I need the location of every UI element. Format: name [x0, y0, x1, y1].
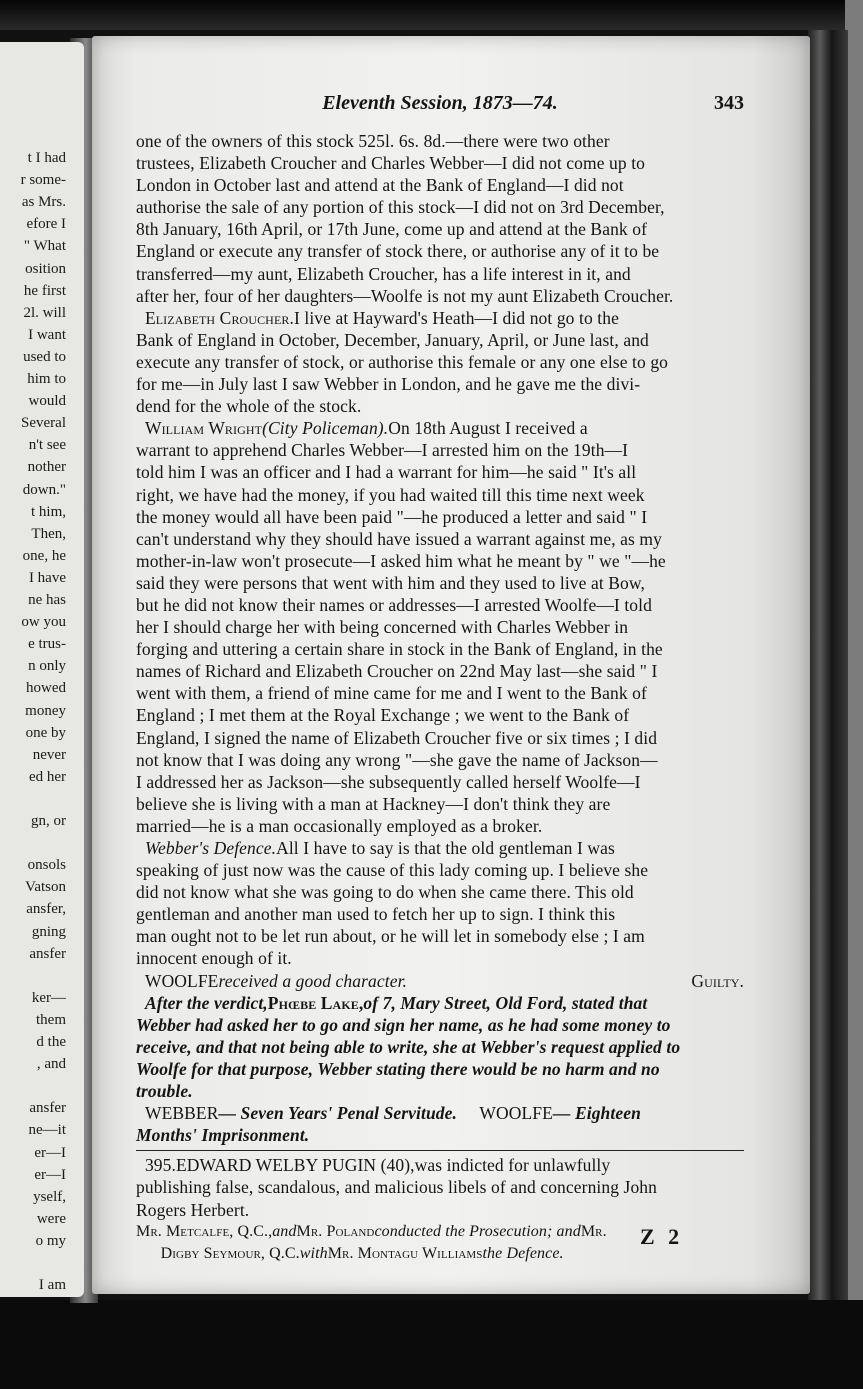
page-header	[136, 92, 744, 116]
text-line: speaking of just now was the cause of this lady coming up. I believe she	[136, 860, 649, 881]
left-page-line: never	[32, 746, 66, 763]
verdict-text: received a good character.	[218, 970, 408, 991]
left-page-line: 2l. will	[23, 304, 66, 321]
left-page-line: er—I	[34, 1144, 66, 1161]
left-page-line: onsols	[27, 857, 66, 874]
text-line: went with them, a friend of mine came for me and I went to the Bank of	[136, 683, 647, 704]
text-line: Webber had asked her to go and sign her name, as he had some money to	[136, 1014, 671, 1035]
counsel-name: Digby Seymour, Q.C.	[160, 1244, 300, 1262]
left-page-line: , and	[36, 1056, 66, 1073]
text-line	[136, 837, 744, 859]
text-line: London in October last and attend at the Bank of England—I did not	[136, 175, 624, 196]
text-line: not know that I was doing any wrong "—she gave the name of Jackson—	[136, 749, 658, 770]
left-page-line: him to	[27, 371, 66, 387]
verdict-result: Guilty.	[691, 970, 744, 991]
left-page-line: ne has	[28, 592, 66, 608]
text-segment: conducted the Prosecution; and	[374, 1222, 581, 1240]
text-line: can't understand why they should have issued a warrant against me, as my	[136, 528, 662, 549]
text-line: receive, and that not being able to write, she at Webber's request applied to	[136, 1036, 681, 1057]
left-page-line: as Mrs.	[21, 194, 66, 211]
left-page-line: efore I	[26, 216, 66, 233]
text-line: publishing false, scandalous, and malicious libels of and concerning John	[136, 1177, 658, 1198]
text-line: one of the owners of this stock 525l. 6s. 8d.—there were two other	[136, 131, 610, 151]
opening-paragraph	[136, 130, 744, 307]
text-line: her I should charge her with being concerned with Charles Webber in	[136, 617, 629, 638]
left-page-line: one by	[25, 724, 66, 741]
text-line: married—he is a man occasionally employed as a broker.	[136, 815, 543, 836]
book-fore-edge	[808, 30, 848, 1305]
counsel-name: Mr.	[580, 1222, 607, 1240]
defence-heading: Webber's Defence.	[144, 838, 277, 858]
left-page-fragment	[0, 42, 84, 1297]
text-line: Bank of England in October, December, January, April, or June last, and	[136, 329, 649, 350]
text-line: execute any transfer of stock, or authorise this female or any one else to go	[136, 351, 669, 372]
counsel-name: Mr. Montagu Williams	[327, 1244, 483, 1262]
text-line: Woolfe for that purpose, Webber stating there would be no harm and no	[136, 1058, 660, 1079]
text-segment: of 7, Mary Street, Old Ford, stated that	[363, 992, 648, 1013]
text-line: but he did not know their names or addresses—I arrested Woolfe—I told	[136, 594, 652, 615]
defendant-name: EDWARD WELBY PUGIN (40),	[175, 1155, 415, 1176]
webber-defence	[136, 837, 744, 970]
text-segment: and	[272, 1222, 297, 1240]
after-verdict-note	[136, 992, 744, 1102]
text-line: Rogers Herbert.	[136, 1199, 250, 1220]
text-line: England ; I met them at the Royal Exchange ; we went to the Bank of	[136, 705, 630, 726]
left-page-line: " What	[23, 238, 66, 255]
text-segment: was indicted for unlawfully	[414, 1155, 611, 1176]
text-line: names of Richard and Elizabeth Croucher on 22nd May last—she said " I	[136, 661, 658, 682]
speaker-role: (City Policeman).	[262, 418, 389, 439]
text-segment: After the verdict,	[144, 992, 268, 1013]
wright-testimony	[136, 417, 744, 837]
speaker-name: William Wright	[144, 418, 263, 439]
page-number: 343	[714, 92, 744, 114]
left-page-line: er—I	[34, 1166, 66, 1183]
text-line: England or execute any transfer of stock there, or authorise any of it to be	[136, 241, 660, 262]
left-page-line: down."	[22, 481, 66, 498]
left-page-line: ker—	[31, 989, 66, 1006]
text-line: England, I signed the name of Elizabeth Croucher five or six times ; I did	[136, 727, 658, 748]
left-page-line: r some-	[20, 172, 66, 189]
left-page-line: Vatson	[25, 879, 66, 896]
left-page-line: nother	[27, 459, 66, 476]
text-segment: All I have to say is that the old gentleman I was	[276, 838, 615, 858]
left-page-line: ansfer	[29, 1100, 66, 1117]
left-page-line: I have	[28, 569, 66, 586]
croucher-testimony	[136, 307, 744, 417]
left-page-line: ne—it	[28, 1122, 66, 1139]
text-line: trustees, Elizabeth Croucher and Charles Webber—I did not come up to	[136, 153, 646, 174]
sentence-line	[136, 1102, 744, 1124]
defendant-name: WOOLFE	[144, 970, 219, 991]
text-line: warrant to apprehend Charles Webber—I arrested him on the 19th—I	[136, 440, 629, 461]
text-line: did not know what she was going to do when she came there. This old	[136, 882, 634, 903]
text-segment: On 18th August I received a	[388, 418, 588, 439]
left-page-line: ansfer	[29, 945, 66, 962]
left-page-line: ed her	[28, 768, 66, 785]
left-page-line: d the	[36, 1034, 66, 1050]
text-line	[136, 307, 744, 329]
sentence-text: — Eighteen	[552, 1103, 641, 1124]
text-line: told him I was an officer and I had a warrant for him—he said " It's all	[136, 462, 637, 483]
left-page-line: he first	[23, 282, 66, 299]
text-segment: I live at Hayward's Heath—I did not go to the	[293, 307, 619, 328]
text-line: forging and uttering a certain share in stock in the Bank of England, in the	[136, 639, 663, 660]
text-line: after her, four of her daughters—Woolfe is not my aunt Elizabeth Croucher.	[136, 285, 674, 306]
left-page-line: n only	[28, 658, 66, 675]
text-segment: the Defence.	[482, 1244, 564, 1262]
left-page-line: would	[28, 393, 66, 410]
signature-mark: Z 2	[640, 1224, 684, 1249]
left-page-line: one, he	[22, 547, 66, 564]
text-line: mother-in-law won't prosecute—I asked him what he meant by " we "—he	[136, 550, 666, 571]
left-page-line: were	[36, 1210, 66, 1227]
left-page-line: Then,	[31, 525, 66, 542]
scan-top-shadow	[0, 0, 863, 30]
text-line: man ought not to be let run about, or he will let in somebody else ; I am	[136, 926, 645, 947]
left-page-line: osition	[25, 260, 66, 277]
text-line: the money would all have been paid "—he produced a letter and said " I	[136, 506, 648, 527]
counsel-name: Mr. Poland	[296, 1222, 375, 1240]
text-line: innocent enough of it.	[136, 948, 292, 969]
left-page-line: I am	[38, 1277, 66, 1294]
left-page-line: used to	[23, 348, 66, 365]
witness-name: Phœbe Lake,	[267, 992, 364, 1013]
text-line: for me—in July last I saw Webber in London, and he gave me the divi-	[136, 374, 641, 395]
page-body	[136, 130, 744, 1265]
defendant-name: WEBBER	[144, 1103, 219, 1124]
left-page-line: ansfer,	[26, 901, 66, 918]
left-page-line: them	[36, 1011, 66, 1028]
text-line: I addressed her as Jackson—she subsequently called herself Woolfe—I	[136, 771, 641, 792]
left-page-line: t I had	[27, 150, 66, 166]
text-line: transferred—my aunt, Elizabeth Croucher, has a life interest in it, and	[136, 263, 631, 284]
text-line	[136, 1154, 744, 1176]
left-page-line: howed	[26, 680, 66, 697]
scan-bottom-shadow	[0, 1300, 863, 1389]
text-segment: with	[299, 1244, 328, 1262]
case-395	[136, 1154, 744, 1220]
defendant-name: WOOLFE	[479, 1103, 553, 1124]
text-line: believe she is living with a man at Hackney—I don't think they are	[136, 793, 611, 814]
left-page-line: yself,	[33, 1188, 66, 1205]
text-line	[136, 992, 744, 1014]
left-page-line: I want	[28, 326, 66, 343]
text-line: dend for the whole of the stock.	[136, 396, 362, 417]
left-page-line: o my	[35, 1232, 66, 1249]
verdict-line	[136, 970, 744, 992]
sentence-line: Months' Imprisonment.	[136, 1125, 310, 1146]
left-page-line: money	[25, 702, 66, 719]
sentence-text: — Seven Years' Penal Servitude.	[218, 1103, 457, 1124]
left-page-line: Several	[21, 415, 66, 432]
case-number: 395.	[144, 1155, 176, 1176]
text-line: said they were persons that went with him and they used to live at Bow,	[136, 572, 645, 593]
left-page-line: gning	[31, 923, 66, 940]
text-line	[136, 417, 744, 439]
running-title: Eleventh Session, 1873—74.	[322, 92, 558, 114]
text-line: right, we have had the money, if you had waited till this time next week	[136, 484, 645, 505]
text-line: authorise the sale of any portion of this stock—I did not on 3rd December,	[136, 197, 665, 218]
left-page-line: gn, or	[31, 813, 66, 829]
case-divider	[136, 1150, 744, 1151]
left-page-line: ow you	[21, 614, 66, 631]
text-line: 8th January, 16th April, or 17th June, come up and attend at the Bank of	[136, 219, 648, 240]
counsel-name: Mr. Metcalfe, Q.C.,	[136, 1222, 273, 1240]
left-page-line: t him,	[30, 503, 66, 520]
text-line: trouble.	[136, 1081, 193, 1102]
left-page-line: n't see	[28, 437, 66, 454]
speaker-name: Elizabeth Croucher.	[144, 307, 294, 328]
text-line: gentleman and another man used to fetch her up to sign. I think this	[136, 904, 616, 925]
left-page-line: e trus-	[28, 636, 66, 653]
